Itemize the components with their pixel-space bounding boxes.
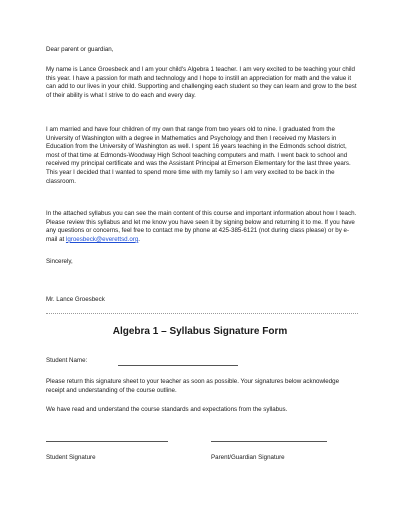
syllabus-text: In the attached syllabus you can see the main content of this course and important information about how I teach. Please review this syllabus and let me know you have seen it by signing below and returning it to me. If you have any questions or concerns, feel free to contact me by phone at 425-385-6121 (not during class please) or by e-mail at [46,210,357,243]
syllabus-end: . [138,235,141,243]
letter-bio-paragraph: I am married and have four children of my own that range from two years old to nine. I graduated from the University of Washington with a degree in Mathematics and Psychology and then I received my Masters in Education from the University of Washington as well. I spent 16 years teaching in the Edmonds school district, most of that time at Edmonds-Woodway High School teaching computers and math. I went back to school and received my principal certificate and was the Assistant Principal at Emerson Elementary for the last three years. This year I decided that I wanted to spend more time with my family so I am very excited to be back in the classroom. [46,126,351,185]
form-title: Algebra 1 – Syllabus Signature Form [112,326,288,337]
letter-greeting: Dear parent or guardian, [46,46,114,53]
teacher-email-link[interactable]: lgroesbeck@everettsd.org [65,235,139,243]
student-signature-label: Student Signature [46,454,96,461]
student-name-label: Student Name: [46,357,88,364]
student-name-line [118,365,238,366]
acknowledgement-statement: We have read and understand the course standards and expectations from the syllabus. [46,406,288,413]
letter-intro-paragraph: My name is Lance Groesbeck and I am your child's Algebra 1 teacher. I am very excited to be teaching your child this year. I have a passion for math and technology and I hope to instill an appreciation for math and the value it can add to our lives in your child. Supporting and challenging each student so they can learn and grow to the best of their ability is what I strive to do each and every day. [46,66,357,99]
teacher-signature-name: Mr. Lance Groesbeck [46,296,105,303]
parent-signature-line [211,441,327,442]
return-instructions: Please return this signature sheet to your teacher as soon as possible. Your signatures below acknowledge receipt and understanding of the course outline. [46,378,340,394]
cut-line-divider [46,313,358,314]
letter-syllabus-paragraph [46,210,358,244]
student-signature-line [46,441,168,442]
letter-closing: Sincerely, [46,258,73,265]
parent-signature-label: Parent/Guardian Signature [211,454,285,461]
